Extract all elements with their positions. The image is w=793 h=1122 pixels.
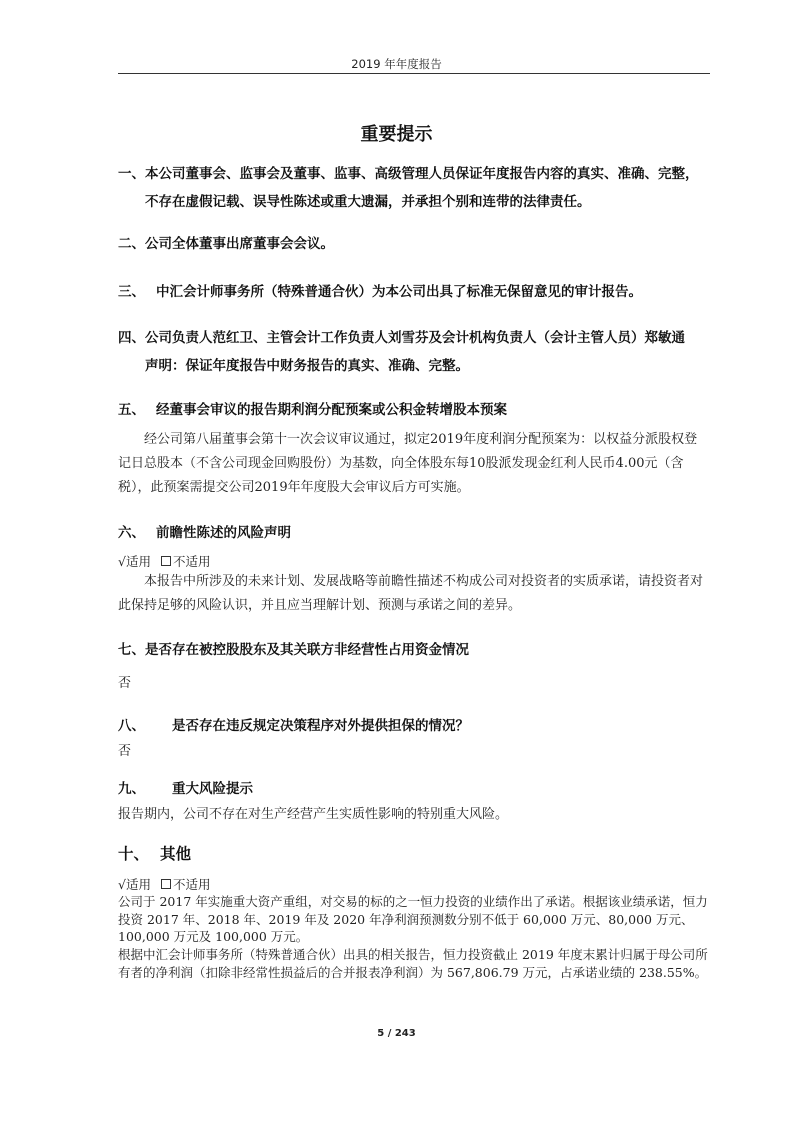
section-title: 前瞻性陈述的风险声明	[156, 525, 291, 541]
section-number: 九、	[118, 781, 145, 797]
section-number: 一、	[118, 166, 145, 182]
page-number: 5 / 243	[377, 1028, 416, 1039]
profit-distribution-paragraph: 经公司第八届董事会第十一次会议审议通过，拟定2019年度利润分配预案为：以权益分派股权登记日总股本（不含公司现金回购股份）为基数，向全体股东每10股派发现金红利人民币4.00元（含税），此预案需提交公司2019年年度股大会审议后方可实施。	[118, 432, 698, 495]
section-2-heading	[118, 230, 710, 258]
section-8-answer: 否	[118, 744, 132, 759]
page-title: 重要提示	[360, 124, 433, 145]
section-3-heading	[118, 278, 710, 306]
section-title-continuation: 声明：保证年度报告中财务报告的真实、准确、完整。	[145, 358, 469, 374]
section-title: 经董事会审议的报告期利润分配预案或公积金转增股本预案	[156, 402, 507, 418]
section-10-heading	[118, 840, 710, 868]
checkbox-icon	[161, 879, 171, 889]
section-5-heading	[118, 396, 710, 424]
applicable-checked: √适用	[118, 554, 151, 569]
section-number: 十、	[118, 845, 150, 863]
section-number: 六、	[118, 525, 145, 541]
performance-commitment-paragraph: 公司于 2017 年实施重大资产重组，对交易的标的之一恒力投资的业绩作出了承诺。根据该业绩承诺，恒力投资 2017 年、2018 年、2019 年及 2020 年净利润预测数分别不低于 60,000 万元、80,000 万元、100,000 万元及 100,000 万元。	[118, 894, 708, 944]
major-risk-paragraph: 报告期内，公司不存在对生产经营产生实质性影响的特别重大风险。	[118, 807, 509, 822]
section-title: 本公司董事会、监事会及董事、监事、高级管理人员保证年度报告内容的真实、准确、完整，	[145, 166, 699, 182]
section-title: 中汇会计师事务所（特殊普通合伙）为本公司出具了标准无保留意见的审计报告。	[156, 284, 642, 300]
section-number: 四、	[118, 330, 145, 346]
not-applicable-label: 不适用	[172, 877, 211, 892]
section-title-continuation: 不存在虚假记载、误导性陈述或重大遗漏，并承担个别和连带的法律责任。	[145, 194, 591, 210]
section-8-heading	[118, 712, 710, 740]
not-applicable-label: 不适用	[172, 554, 211, 569]
section-1-heading	[118, 160, 710, 216]
section-9-heading	[118, 775, 710, 803]
applicable-checked: √适用	[118, 877, 151, 892]
section-title: 重大风险提示	[172, 781, 253, 797]
section-7-heading	[118, 636, 710, 664]
audit-report-paragraph: 根据中汇会计师事务所（特殊普通合伙）出具的相关报告，恒力投资截止 2019 年度末累计归属于母公司所有者的净利润（扣除非经常性损益后的合并报表净利润）为 567,806.79 万元，占承诺业绩的 238.55%。	[118, 947, 708, 980]
section-7-answer: 否	[118, 676, 132, 691]
forward-looking-paragraph: 本报告中所涉及的未来计划、发展战略等前瞻性描述不构成公司对投资者的实质承诺，请投资者对此保持足够的风险认识，并且应当理解计划、预测与承诺之间的差异。	[118, 574, 704, 613]
header-divider	[118, 73, 710, 74]
section-title: 其他	[160, 845, 192, 863]
section-6-heading	[118, 519, 710, 547]
section-title: 是否存在被控股股东及其关联方非经营性占用资金情况	[145, 642, 469, 658]
checkbox-icon	[161, 556, 171, 566]
section-title: 公司负责人范红卫、主管会计工作负责人刘雪芬及会计机构负责人（会计主管人员）郑敏通	[145, 330, 685, 346]
section-number: 三、	[118, 284, 145, 300]
running-header: 2019 年年度报告	[351, 57, 442, 71]
section-title: 公司全体董事出席董事会会议。	[145, 236, 334, 252]
section-title: 是否存在违反规定决策程序对外提供担保的情况？	[172, 718, 469, 734]
section-number: 五、	[118, 402, 145, 418]
applicability-options	[118, 552, 210, 570]
applicability-options	[118, 875, 210, 893]
section-number: 八、	[118, 718, 145, 734]
section-4-heading	[118, 324, 710, 380]
section-number: 二、	[118, 236, 145, 252]
section-number: 七、	[118, 642, 145, 658]
